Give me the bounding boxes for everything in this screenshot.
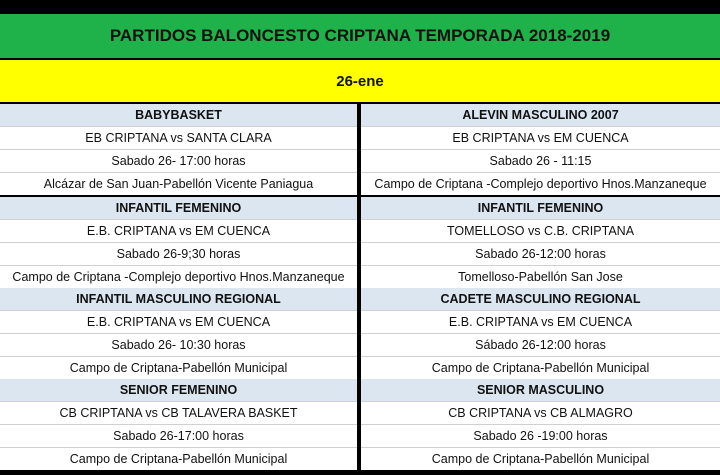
match-block [0,379,357,470]
match-block [0,197,357,288]
page-title: PARTIDOS BALONCESTO CRIPTANA TEMPORADA 2018-2019 [0,14,720,58]
match-time: Sabado 26 -19:00 horas [361,425,720,448]
date-banner: 26-ene [0,60,720,102]
match-teams: TOMELLOSO vs C.B. CRIPTANA [361,220,720,243]
match-teams: EB CRIPTANA vs EM CUENCA [361,127,720,150]
match-block [361,104,720,195]
match-teams: CB CRIPTANA vs CB TALAVERA BASKET [0,402,357,425]
match-block [0,288,357,379]
match-venue: Campo de Criptana-Pabellón Municipal [431,452,650,466]
category-header: BABYBASKET [0,104,357,127]
match-time: Sabado 26-9;30 horas [0,243,357,266]
match-time: Sábado 26-12:00 horas [361,334,720,357]
category-header: SENIOR FEMENINO [0,379,357,402]
match-block [361,197,720,288]
match-time: Sabado 26- 17:00 horas [0,150,357,173]
match-venue: Tomelloso-Pabellón San Jose [458,270,623,284]
match-teams: E.B. CRIPTANA vs EM CUENCA [0,311,357,334]
match-venue: Alcázar de San Juan-Pabellón Vicente Paniagua [43,177,314,191]
match-venue: Campo de Criptana-Pabellón Municipal [69,361,288,375]
category-header: INFANTIL FEMENINO [0,197,357,220]
category-header: INFANTIL FEMENINO [361,197,720,220]
match-venue: Campo de Criptana-Pabellón Municipal [431,361,650,375]
match-teams: EB CRIPTANA vs SANTA CLARA [0,127,357,150]
match-time: Sabado 26-12:00 horas [361,243,720,266]
match-time: Sabado 26- 10:30 horas [0,334,357,357]
match-teams: E.B. CRIPTANA vs EM CUENCA [361,311,720,334]
match-time: Sabado 26 - 11:15 [361,150,720,173]
category-header: CADETE MASCULINO REGIONAL [361,288,720,311]
match-grid [0,104,720,469]
match-venue: Campo de Criptana -Complejo deportivo Hnos.Manzaneque [12,270,345,284]
category-header: SENIOR MASCULINO [361,379,720,402]
match-teams: CB CRIPTANA vs CB ALMAGRO [361,402,720,425]
match-venue: Campo de Criptana-Pabellón Municipal [69,452,288,466]
match-time: Sabado 26-17:00 horas [0,425,357,448]
category-header: INFANTIL MASCULINO REGIONAL [0,288,357,311]
match-teams: E.B. CRIPTANA vs EM CUENCA [0,220,357,243]
match-block [0,104,357,195]
match-block [361,379,720,470]
category-header: ALEVIN MASCULINO 2007 [361,104,720,127]
match-venue: Campo de Criptana -Complejo deportivo Hnos.Manzaneque [374,177,707,191]
match-block [361,288,720,379]
